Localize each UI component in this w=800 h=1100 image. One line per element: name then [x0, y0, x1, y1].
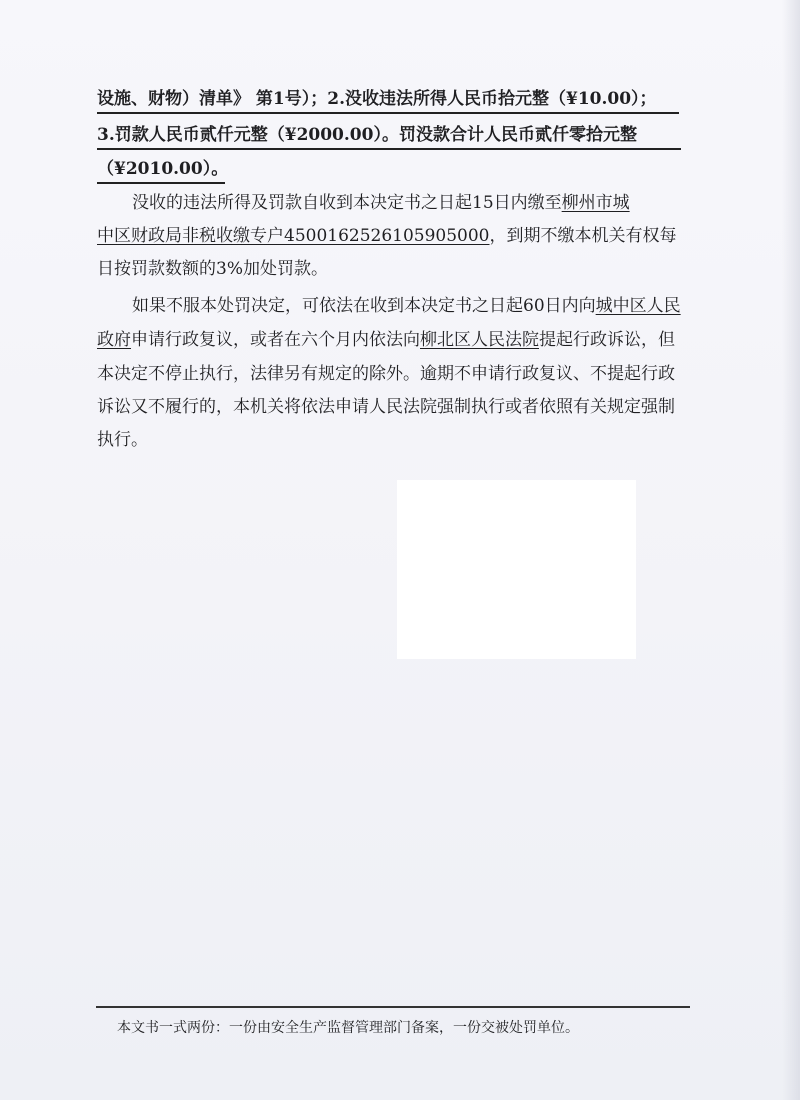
footer-divider	[96, 1006, 690, 1008]
payment-line-2	[97, 225, 677, 247]
appeal-text: 如果不服本处罚决定，可依法在收到本决定书之日起60日内向	[132, 296, 596, 316]
decision-underline-3	[97, 182, 225, 184]
appeal-line-3: 本决定不停止执行，法律另有规定的除外。逾期不申请行政复议、不提起行政	[97, 364, 675, 384]
payment-text: 没收的违法所得及罚款自收到本决定书之日起15日内缴至	[132, 193, 562, 213]
appeal-line-1	[132, 295, 681, 317]
payment-account-text: 中区财政局非税收缴专户4500162526105905000	[97, 226, 490, 246]
decision-line-2: 3.罚款人民币贰仟元整（¥2000.00）。罚没款合计人民币贰仟零拾元整	[97, 125, 637, 145]
court-name-text: 柳北区人民法院	[420, 330, 539, 350]
payment-text: ，到期不缴本机关有权每	[489, 226, 677, 246]
review-authority-text: 城中区人民	[595, 296, 681, 316]
appeal-text: 申请行政复议，或者在六个月内依法向	[131, 330, 420, 350]
redaction-box	[397, 480, 636, 659]
payment-line-3: 日按罚款数额的3%加处罚款。	[97, 259, 328, 279]
payment-account-text: 柳州市城	[561, 193, 630, 213]
footer-note: 本文书一式两份：一份由安全生产监督管理部门备案，一份交被处罚单位。	[117, 1020, 579, 1036]
appeal-line-5: 执行。	[97, 430, 148, 450]
decision-line-1: 设施、财物）清单》 第1号）；2.没收违法所得人民币拾元整（¥10.00）；	[97, 89, 657, 109]
appeal-line-4: 诉讼又不履行的，本机关将依法申请人民法院强制执行或者依照有关规定强制	[97, 397, 675, 417]
payment-line-1	[132, 192, 630, 214]
decision-line-3: （¥2010.00）。	[97, 159, 229, 179]
review-authority-text: 政府	[97, 330, 131, 350]
decision-underline-2	[97, 148, 681, 150]
appeal-line-2	[97, 329, 675, 351]
appeal-text: 提起行政诉讼，但	[539, 330, 675, 350]
page-edge-shadow	[782, 0, 800, 1100]
decision-underline-1	[97, 112, 679, 114]
